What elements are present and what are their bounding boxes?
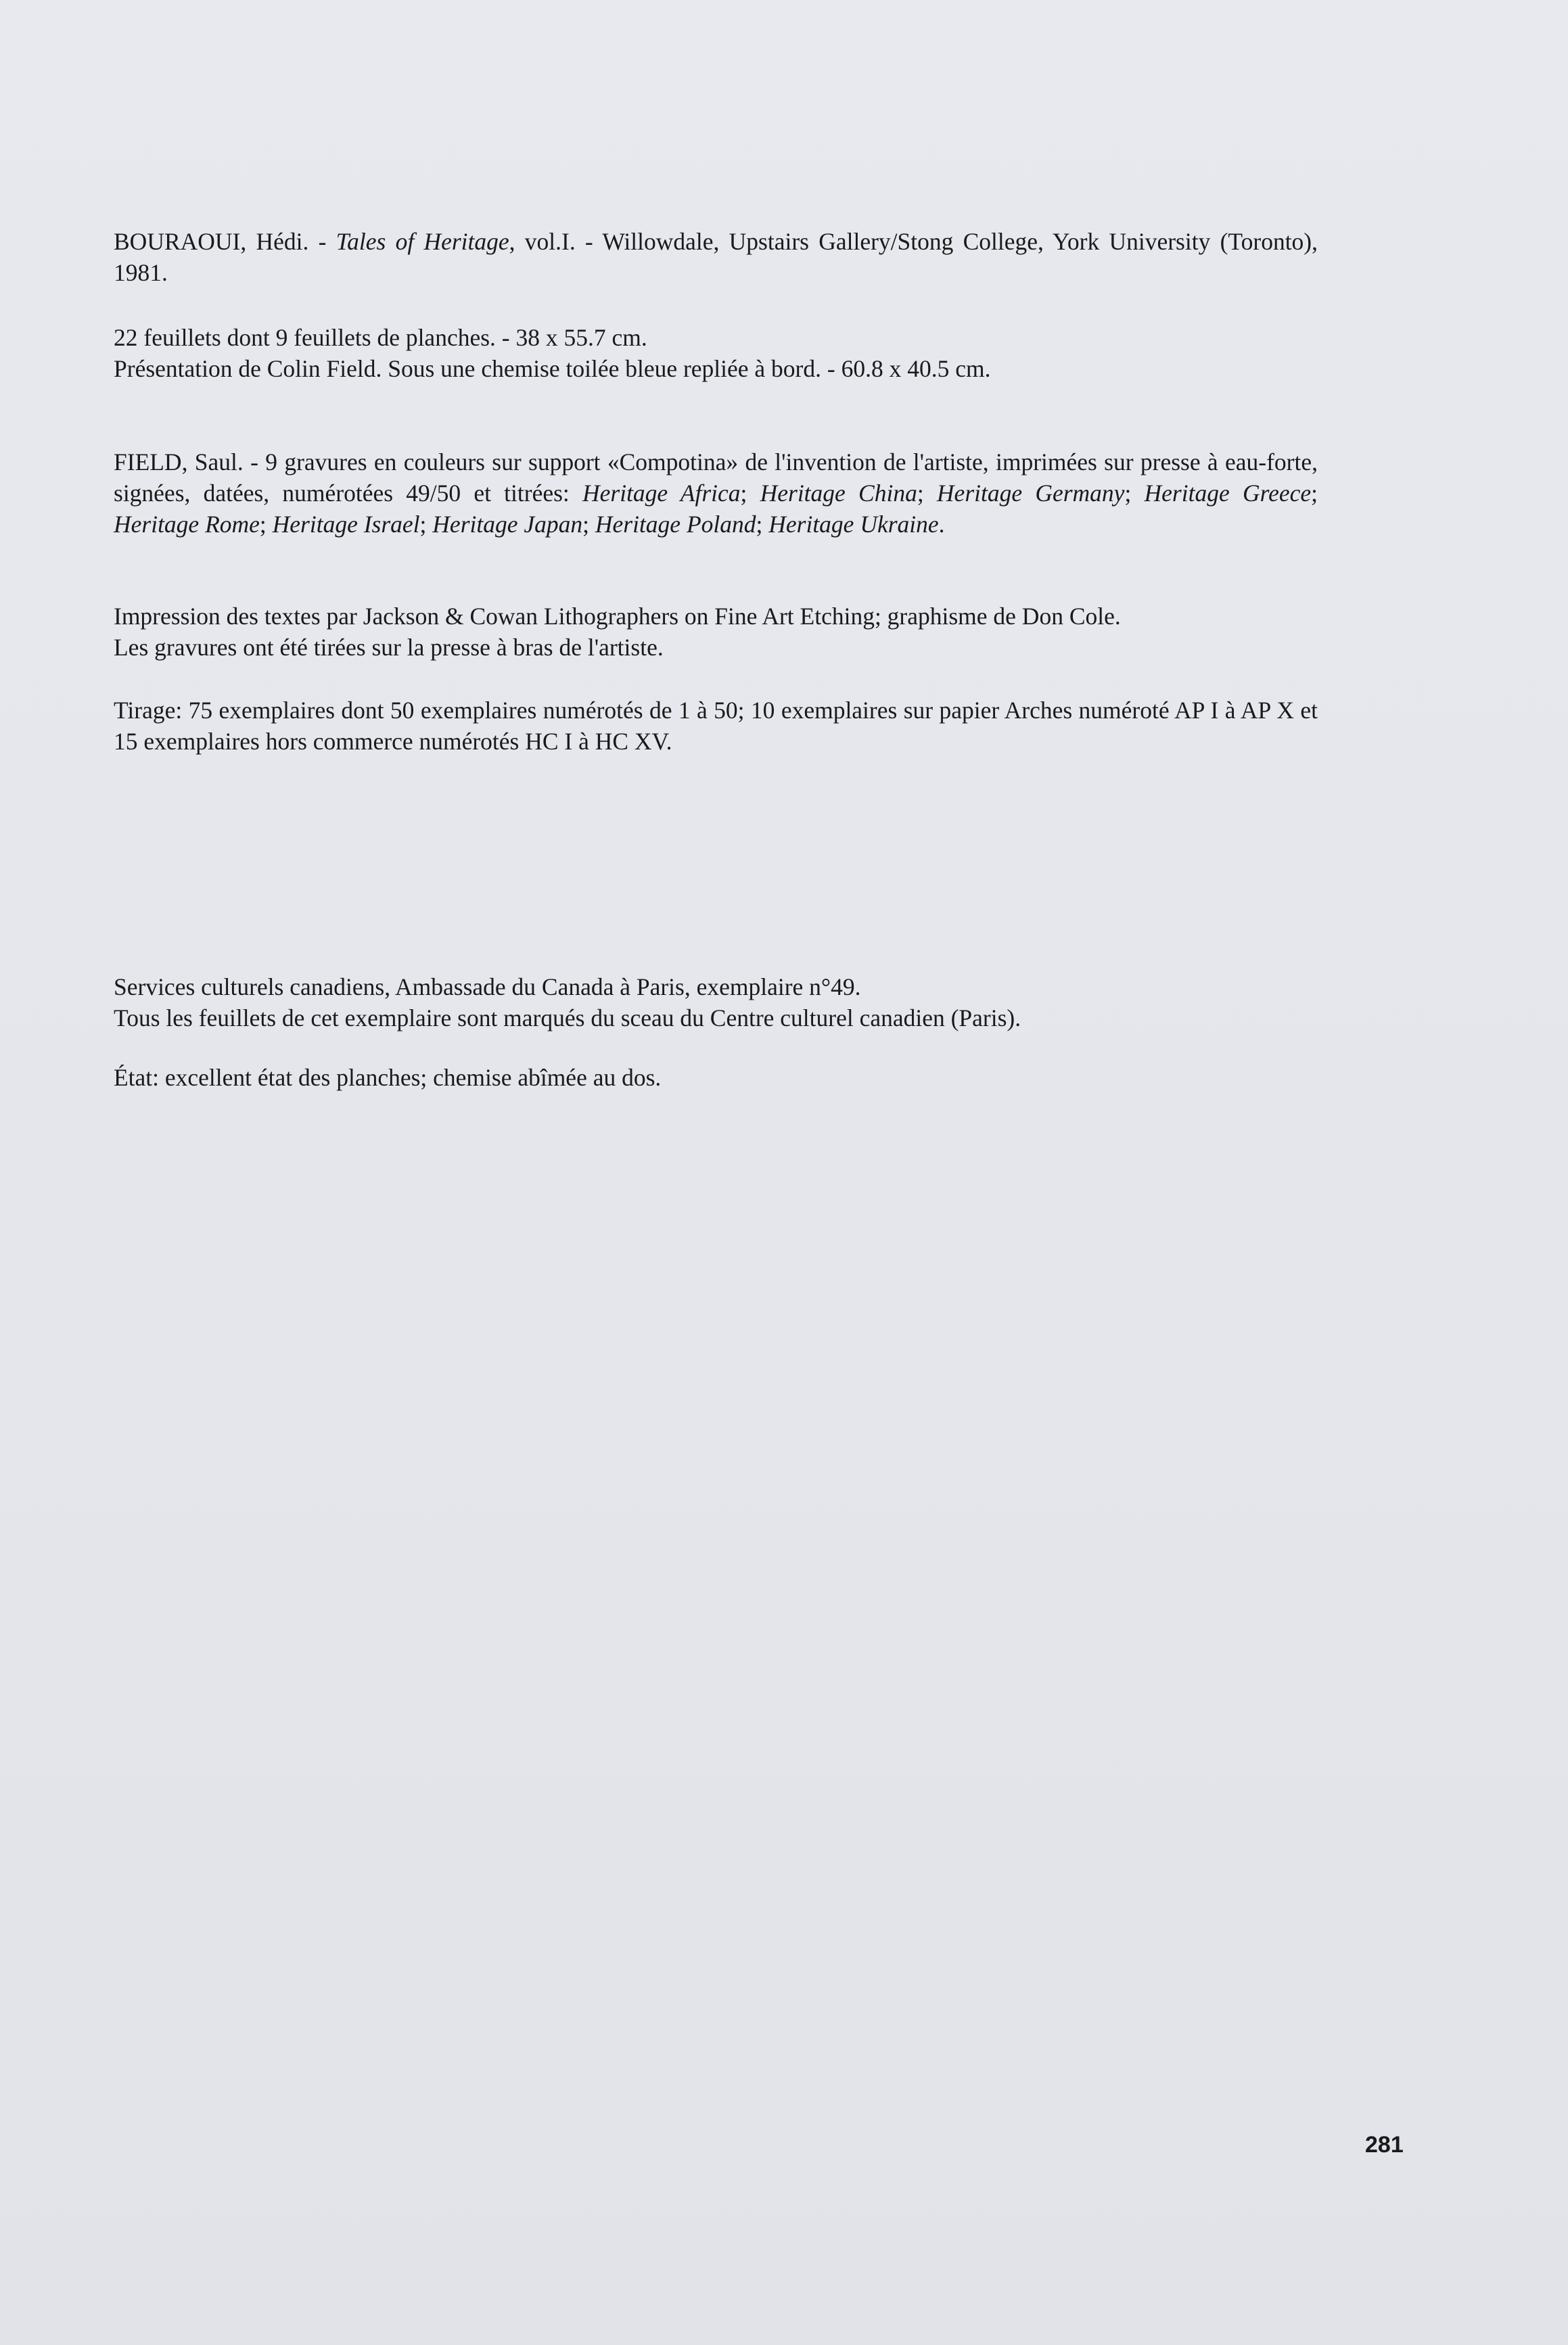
tirage-text: Tirage: 75 exemplaires dont 50 exemplaires numérotés de 1 à 50; 10 exemplaires sur papier Arches numéroté AP I à AP X et 15 exemplaires hors commerce numérotés HC I à HC XV. bbox=[114, 697, 1318, 755]
sheet-count-line: 22 feuillets dont 9 feuillets de planches. - 38 x 55.7 cm. bbox=[114, 324, 647, 351]
provenance-line: Services culturels canadiens, Ambassade du Canada à Paris, exemplaire n°49. bbox=[114, 973, 861, 1000]
citation-author: BOURAOUI, Hédi. - bbox=[114, 228, 336, 255]
heritage-title: Heritage Germany bbox=[936, 480, 1125, 507]
field-citation bbox=[114, 446, 1318, 540]
field-paragraph: FIELD, Saul. - 9 gravures en couleurs sur support «Compotina» de l'invention de l'artiste, imprimées sur presse à eau-forte, signées, datées, numérotées 49/50 et titrées: Heritage Africa; Heritage China; Heritage Germany; Heritage Greece; Heritage Rome; Heritage Israel; Heritage Japan; Heritage Poland; Heritage Ukraine. bbox=[114, 448, 1318, 538]
heritage-title: Heritage Poland bbox=[595, 511, 756, 538]
page-number: 281 bbox=[1365, 2132, 1404, 2158]
bouraoui-description bbox=[114, 322, 1318, 384]
field-intro: FIELD, Saul. - 9 gravures en couleurs sur support «Compotina» de l'invention de l'artiste, imprimées sur presse à eau-forte, signées, datées, numérotées 49/50 et titrées: bbox=[114, 448, 1318, 507]
tirage-note bbox=[114, 695, 1318, 757]
heritage-title: Heritage Greece bbox=[1144, 480, 1312, 507]
heritage-title: Heritage Japan bbox=[432, 511, 583, 538]
condition-text: État: excellent état des planches; chemise abîmée au dos. bbox=[114, 1064, 662, 1091]
seal-line: Tous les feuillets de cet exemplaire sont marqués du sceau du Centre culturel canadien (Paris). bbox=[114, 1004, 1021, 1031]
press-line: Les gravures ont été tirées sur la presse à bras de l'artiste. bbox=[114, 634, 664, 661]
heritage-title: Heritage Africa bbox=[582, 480, 741, 507]
provenance-note bbox=[114, 971, 1318, 1034]
citation-publication: , vol.I. - Willowdale, Upstairs Gallery/Stong College, York University (Toronto), 1981. bbox=[114, 228, 1318, 286]
presentation-line: Présentation de Colin Field. Sous une chemise toilée bleue repliée à bord. - 60.8 x 40.5 cm. bbox=[114, 355, 991, 382]
impression-line: Impression des textes par Jackson & Cowan Lithographers on Fine Art Etching; graphisme de Don Cole. bbox=[114, 603, 1121, 630]
heritage-title: Heritage Ukraine bbox=[768, 511, 939, 538]
field-end: . bbox=[938, 511, 945, 538]
heritage-title: Heritage Israel bbox=[272, 511, 420, 538]
heritage-title: Heritage China bbox=[760, 480, 917, 507]
impression-note bbox=[114, 601, 1318, 663]
citation-title: Tales of Heritage bbox=[336, 228, 509, 255]
condition-note bbox=[114, 1062, 1318, 1093]
heritage-title: Heritage Rome bbox=[114, 511, 260, 538]
bouraoui-citation bbox=[114, 226, 1318, 288]
